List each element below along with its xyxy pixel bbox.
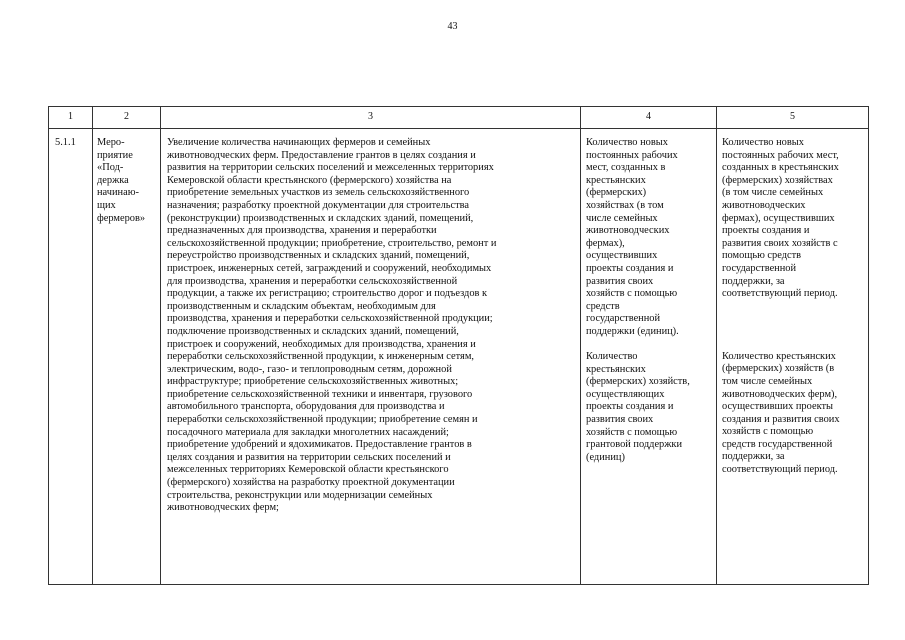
description-line: производства, хранения и переработки сельскохозяйственной продукции; (167, 313, 493, 325)
event-name-line: «Под- (97, 162, 124, 174)
description-line: приобретение сельскохозяйственной техники и инвентаря, грузового (167, 388, 473, 400)
description-line: пристроек, инженерных сетей, заграждений и сооружений, необходимых (167, 262, 492, 274)
definition-line: Количество крестьянских (722, 350, 836, 362)
indicator-line: мест, созданных в (586, 162, 666, 174)
indicator-line: постоянных рабочих (586, 149, 678, 161)
indicator-line: хозяйствах (в том (586, 199, 664, 211)
definition-line: животноводческих ферм), (722, 388, 838, 400)
item-number-cell (49, 129, 93, 585)
indicator-line: Количество новых (586, 137, 668, 148)
paragraph-gap (722, 301, 866, 351)
description-cell (161, 129, 581, 585)
header-cell-1: 1 (49, 107, 93, 129)
definition-line: соответствующий период. (722, 464, 838, 476)
definition-line: созданных в крестьянских (722, 162, 839, 174)
description-line: продукции, а также их регистрацию; строительство дорог и подъездов к (167, 288, 488, 300)
definition-line: осуществивших проекты (722, 401, 833, 413)
description-line: строительства, реконструкции или модернизации семейных (167, 489, 433, 501)
event-name-line: фермеров» (97, 212, 146, 224)
definition-line: развития своих хозяйств с (722, 237, 838, 249)
header-cell-2: 2 (93, 107, 161, 129)
definition-line: фермах), осуществивших (722, 212, 835, 224)
indicator-line: государственной (586, 313, 661, 325)
indicator-line: Количество (586, 351, 638, 363)
definition-line: (фермерских) хозяйств (в (722, 363, 835, 375)
definition-line: проекты создания и (722, 225, 810, 237)
description-line: Кемеровской области крестьянского (фермерского) хозяйства на (167, 174, 452, 186)
description-line: (фермерского) хозяйства на разработку проектной документации (167, 477, 455, 489)
description-line: (реконструкции) производственных и складских зданий, помещений, (167, 212, 474, 224)
indicator-line: осуществивших (586, 250, 658, 262)
description-line: приобретение удобрений и ядохимикатов. Предоставление грантов в (167, 439, 472, 451)
indicator-line: поддержки (единиц). (586, 325, 679, 337)
description-line: животноводческих ферм. Предоставление грантов в целях создания и (167, 149, 476, 161)
indicator-line: средств (586, 300, 620, 312)
definition-line: Количество новых (722, 137, 804, 148)
definition-line: (фермерских) хозяйствах (722, 174, 833, 186)
indicator-line: (фермерских) (586, 187, 647, 199)
indicator-line: хозяйств с помощью (586, 288, 678, 300)
indicator-line: осуществляющих (586, 388, 665, 400)
description-line: предназначенных для производства, хранения и переработки (167, 225, 437, 237)
indicator-line: крестьянских (586, 174, 646, 186)
description-line: назначения; разработку проектной документации для строительства (167, 199, 470, 211)
description-line: пристроек и сооружений, необходимых для производства, хранения и (167, 338, 476, 350)
definition-line: постоянных рабочих мест, (722, 149, 839, 161)
definition-line: том числе семейных (722, 375, 813, 387)
header-cell-5: 5 (717, 107, 869, 129)
event-name-line: Меро- (97, 137, 125, 148)
paragraph-gap (586, 339, 714, 352)
description-line: приобретение земельных участков из земель сельскохозяйственного (167, 187, 470, 199)
indicator-line: проекты создания и (586, 262, 674, 274)
header-cell-4: 4 (581, 107, 717, 129)
description-text (161, 129, 580, 519)
description-line: электрическим, водо-, газо- и теплопроводным сетям, дорожной (167, 363, 452, 375)
definition-line: государственной (722, 262, 797, 274)
indicator-line: числе семейных (586, 212, 658, 224)
description-line: переработки сельскохозяйственной продукции, к инженерным сетям, (167, 351, 475, 363)
indicator-line: хозяйств с помощью (586, 426, 678, 438)
description-line: целях создания и развития на территории сельских поселений и (167, 451, 451, 463)
definition-text (717, 129, 868, 481)
description-line: межселенных территориях Кемеровской области крестьянского (167, 464, 449, 476)
description-line: Увеличение количества начинающих фермеров и семейных (167, 137, 431, 148)
indicator-text (581, 129, 716, 468)
event-name (93, 129, 160, 229)
indicator-line: проекты создания и (586, 401, 674, 413)
description-line: инфраструктуре; приобретение сельскохозяйственных животных; (167, 376, 459, 388)
definition-line: соответствующий период. (722, 288, 838, 300)
description-line: переработки сельскохозяйственной продукции; приобретение семян и (167, 414, 478, 426)
indicator-line: развития своих (586, 414, 654, 426)
indicator-line: крестьянских (586, 363, 646, 375)
description-line: производственным и складским объектам, необходимым для (167, 300, 436, 312)
event-name-line: начинаю- (97, 187, 139, 199)
event-name-line: держка (97, 174, 129, 186)
indicator-cell (581, 129, 717, 585)
indicator-line: развития своих (586, 275, 654, 287)
definition-line: животноводческих (722, 199, 806, 211)
indicator-line: фермах), (586, 237, 625, 249)
definition-cell (717, 129, 869, 585)
page-number: 43 (447, 21, 458, 32)
definition-line: поддержки, за (722, 275, 785, 287)
description-line: посадочного материала для закладки многолетних насаждений; (167, 426, 449, 438)
description-line: развития на территории сельских поселений и межселенных территориях (167, 162, 494, 174)
description-line: для производства, хранения и переработки сельскохозяйственной (167, 275, 458, 287)
event-name-line: приятие (97, 149, 133, 161)
event-name-cell (93, 129, 161, 585)
definition-line: поддержки, за (722, 451, 785, 463)
indicator-line: (фермерских) хозяйств, (586, 376, 690, 388)
description-line: автомобильного транспорта, оборудования для производства и (167, 401, 445, 413)
header-row (49, 107, 869, 129)
definition-line: помощью средств (722, 250, 802, 262)
header-cell-3: 3 (161, 107, 581, 129)
description-line: сельскохозяйственной продукции; приобретение, строительство, ремонт и (167, 237, 497, 249)
indicator-line: (единиц) (586, 451, 625, 463)
item-number: 5.1.1 (55, 137, 76, 148)
event-name-line: щих (97, 199, 116, 211)
indicator-line: животноводческих (586, 225, 670, 237)
definition-line: создания и развития своих (722, 413, 840, 425)
activity-table (48, 106, 869, 585)
description-line: переустройство производственных и складских зданий, помещений, (167, 250, 470, 262)
indicator-line: грантовой поддержки (586, 439, 683, 451)
definition-line: хозяйств с помощью (722, 426, 814, 438)
definition-line: (в том числе семейных (722, 187, 824, 199)
description-line: животноводческих ферм; (167, 502, 279, 514)
table-row (49, 129, 869, 585)
description-line: подключение производственных и складских зданий, помещений, (167, 325, 459, 337)
definition-line: средств государственной (722, 438, 833, 450)
